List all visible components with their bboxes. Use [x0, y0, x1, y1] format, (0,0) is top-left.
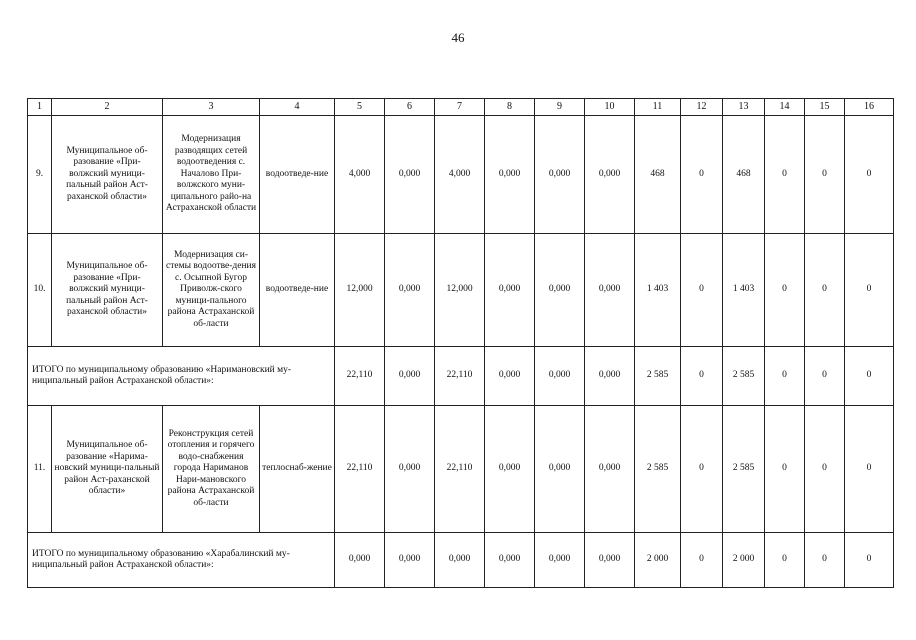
value-cell: 0,000: [585, 116, 635, 234]
value-cell: 0,000: [385, 347, 435, 406]
value-cell: 0: [845, 116, 894, 234]
type-cell: водоотведе-ние: [260, 116, 335, 234]
value-cell: 0: [805, 347, 845, 406]
value-cell: 0,000: [385, 533, 435, 588]
value-cell: 0: [681, 234, 723, 347]
value-cell: 2 585: [635, 406, 681, 533]
value-cell: 0,000: [585, 406, 635, 533]
value-cell: 22,110: [335, 347, 385, 406]
value-cell: 0,000: [485, 347, 535, 406]
table-row: [28, 234, 894, 347]
column-header: 7: [435, 99, 485, 116]
value-cell: 0: [765, 533, 805, 588]
total-label-cell: ИТОГО по муниципальному образованию «Харабалинский му-ниципальный район Астраханской области»:: [28, 533, 335, 588]
table-row: [28, 116, 894, 234]
page-number: 46: [451, 30, 465, 45]
value-cell: 2 000: [723, 533, 765, 588]
column-header: 4: [260, 99, 335, 116]
object-cell: Модернизация си-стемы водоотве-дения с. Осыпной Бугор Приволж-ского муници-пального района Астраханской об-ласти: [163, 234, 260, 347]
value-cell: 468: [635, 116, 681, 234]
column-header: 6: [385, 99, 435, 116]
value-cell: 0,000: [385, 406, 435, 533]
header-row: [28, 99, 894, 116]
value-cell: 0: [765, 116, 805, 234]
column-header: 12: [681, 99, 723, 116]
municipality-cell: Муниципальное об-разование «При-волжский муници-пальный район Аст-раханской области»: [52, 116, 163, 234]
object-cell: Реконструкция сетей отопления и горячего водо-снабжения города Нариманов Нари-мановского района Астраханской об-ласти: [163, 406, 260, 533]
value-cell: 0: [805, 406, 845, 533]
value-cell: 0: [765, 234, 805, 347]
value-cell: 0,000: [535, 116, 585, 234]
data-table: [27, 98, 894, 588]
value-cell: 12,000: [335, 234, 385, 347]
type-cell: водоотведе-ние: [260, 234, 335, 347]
column-header: 10: [585, 99, 635, 116]
value-cell: 22,110: [435, 406, 485, 533]
value-cell: 0: [681, 116, 723, 234]
value-cell: 1 403: [723, 234, 765, 347]
value-cell: 0,000: [535, 347, 585, 406]
total-row: [28, 533, 894, 588]
value-cell: 0,000: [585, 533, 635, 588]
value-cell: 0,000: [385, 234, 435, 347]
municipality-cell: Муниципальное об-разование «При-волжский муници-пальный район Аст-раханской области»: [52, 234, 163, 347]
value-cell: 0,000: [585, 347, 635, 406]
value-cell: 22,110: [435, 347, 485, 406]
column-header: 8: [485, 99, 535, 116]
value-cell: 0,000: [585, 234, 635, 347]
column-header: 16: [845, 99, 894, 116]
value-cell: 0,000: [485, 406, 535, 533]
value-cell: 0,000: [535, 406, 585, 533]
value-cell: 0: [681, 533, 723, 588]
column-header: 5: [335, 99, 385, 116]
value-cell: 0,000: [435, 533, 485, 588]
total-label-cell: ИТОГО по муниципальному образованию «Наримановский му-ниципальный район Астраханской области»:: [28, 347, 335, 406]
column-header: 11: [635, 99, 681, 116]
value-cell: 0,000: [485, 116, 535, 234]
value-cell: 0: [845, 347, 894, 406]
value-cell: 0: [765, 406, 805, 533]
value-cell: 0: [805, 533, 845, 588]
value-cell: 2 585: [635, 347, 681, 406]
value-cell: 0,000: [385, 116, 435, 234]
row-number-cell: 9.: [28, 116, 52, 234]
value-cell: 12,000: [435, 234, 485, 347]
total-row: [28, 347, 894, 406]
value-cell: 4,000: [435, 116, 485, 234]
value-cell: 0: [805, 234, 845, 347]
value-cell: 468: [723, 116, 765, 234]
value-cell: 0: [765, 347, 805, 406]
value-cell: 1 403: [635, 234, 681, 347]
value-cell: 0: [805, 116, 845, 234]
value-cell: 4,000: [335, 116, 385, 234]
value-cell: 0,000: [485, 234, 535, 347]
value-cell: 0: [845, 234, 894, 347]
value-cell: 2 000: [635, 533, 681, 588]
table-row: [28, 406, 894, 533]
value-cell: 0,000: [535, 533, 585, 588]
value-cell: 0,000: [535, 234, 585, 347]
value-cell: 2 585: [723, 347, 765, 406]
object-cell: Модернизация разводящих сетей водоотведения с. Началово При-волжского муни-ципального райо-на Астраханской области: [163, 116, 260, 234]
column-header: 3: [163, 99, 260, 116]
column-header: 9: [535, 99, 585, 116]
value-cell: 0: [681, 406, 723, 533]
column-header: 2: [52, 99, 163, 116]
value-cell: 0: [681, 347, 723, 406]
row-number-cell: 10.: [28, 234, 52, 347]
data-table-wrapper: [27, 98, 893, 588]
value-cell: 0,000: [335, 533, 385, 588]
column-header: 14: [765, 99, 805, 116]
value-cell: 0: [845, 406, 894, 533]
column-header: 13: [723, 99, 765, 116]
value-cell: 0: [845, 533, 894, 588]
municipality-cell: Муниципальное об-разование «Нарима-новский муници-пальный район Аст-раханской области»: [52, 406, 163, 533]
column-header: 15: [805, 99, 845, 116]
type-cell: теплоснаб-жение: [260, 406, 335, 533]
value-cell: 2 585: [723, 406, 765, 533]
value-cell: 22,110: [335, 406, 385, 533]
column-header: 1: [28, 99, 52, 116]
value-cell: 0,000: [485, 533, 535, 588]
row-number-cell: 11.: [28, 406, 52, 533]
